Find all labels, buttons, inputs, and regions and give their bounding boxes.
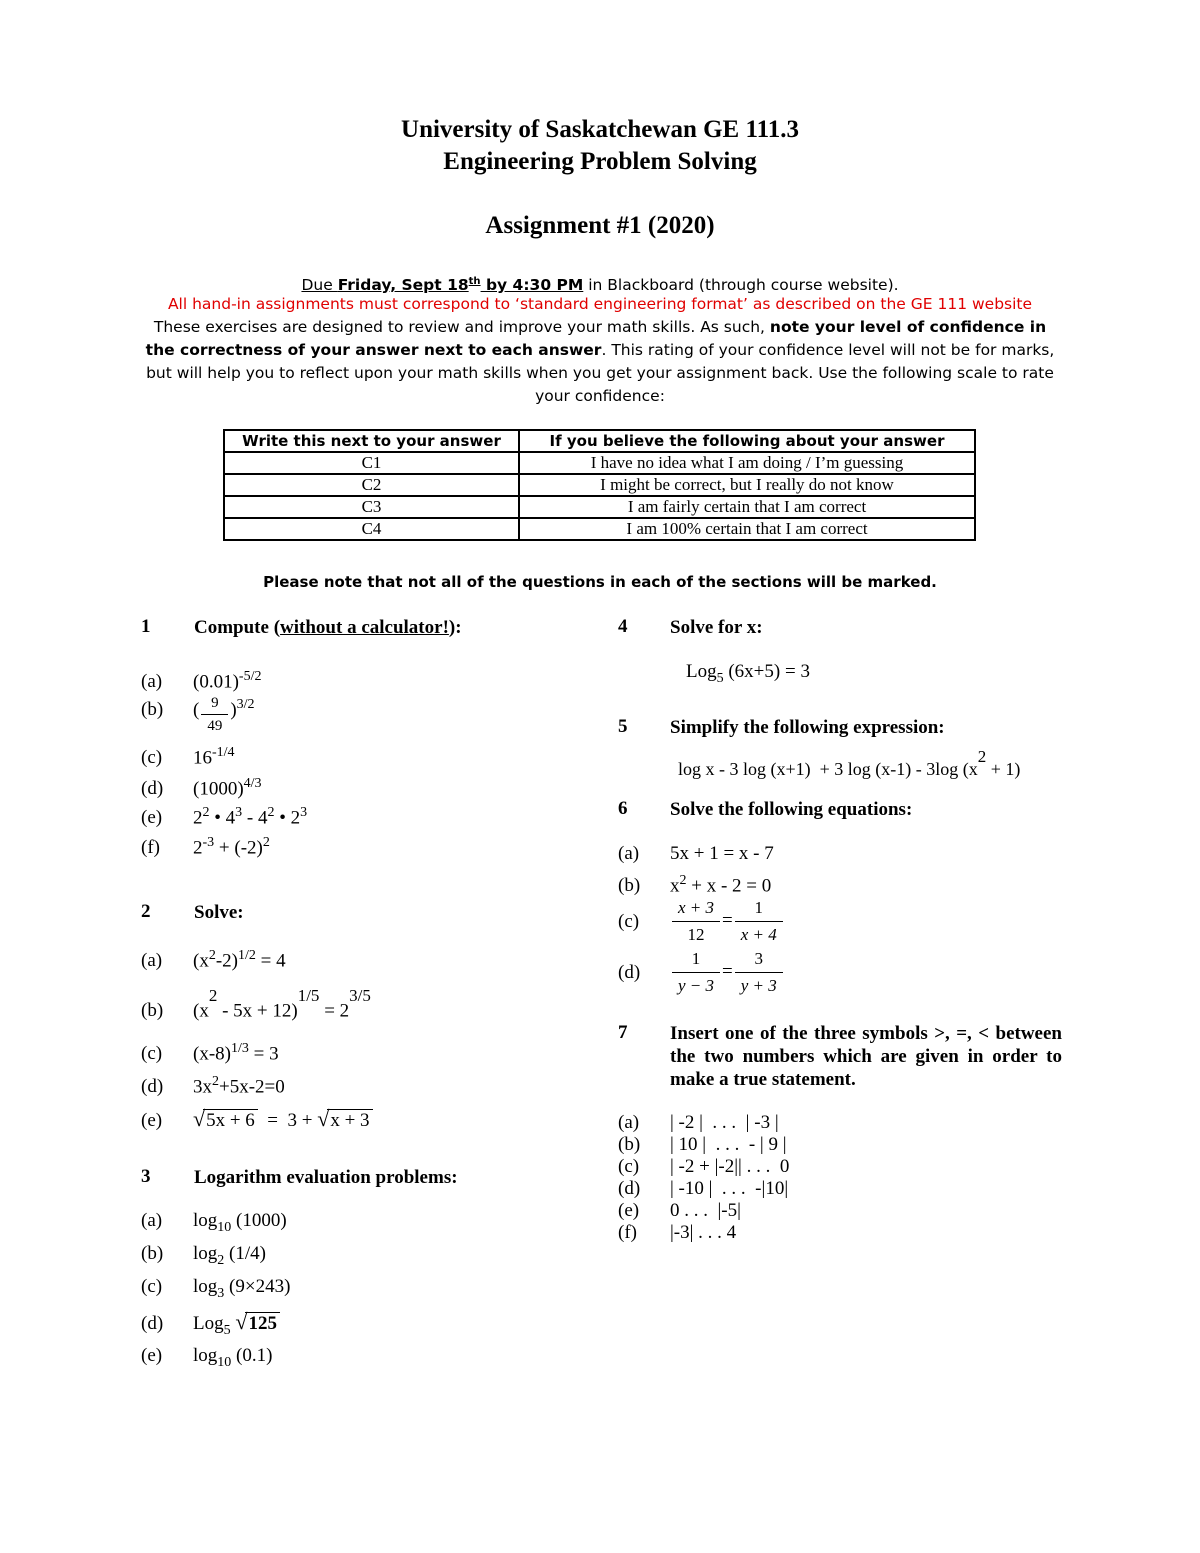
- expr: log: [193, 1345, 218, 1366]
- denominator: 12: [687, 925, 705, 944]
- expr: log x - 3 log (x+1) + 3 log (x-1) - 3log (x: [678, 759, 978, 779]
- expr: = 4: [255, 950, 286, 972]
- item-label: (b): [141, 1000, 164, 1022]
- expr: | -10 | . . . -|10|: [670, 1178, 789, 1199]
- table-cell: C4: [224, 518, 519, 540]
- exponent: 2: [679, 873, 687, 888]
- expr: |-3| . . . 4: [670, 1222, 737, 1243]
- problem-item: [141, 1108, 373, 1132]
- expr: log: [193, 1276, 218, 1297]
- exponent: 1/2: [237, 948, 256, 963]
- exponent: 4/3: [243, 776, 262, 791]
- numerator: 3: [735, 946, 783, 973]
- expr: = 3: [248, 1043, 279, 1065]
- problem-item: [618, 895, 785, 948]
- course-subtitle: Engineering Problem Solving: [443, 148, 757, 175]
- expr: Log: [193, 1313, 224, 1334]
- problem-item: [141, 742, 235, 769]
- item-label: (e): [141, 807, 163, 829]
- section-heading: Solve:: [194, 902, 244, 923]
- exponent: 2: [202, 805, 210, 820]
- expr: Log: [686, 661, 717, 682]
- exponent: 3: [300, 805, 308, 820]
- expr: log: [193, 1210, 218, 1231]
- table-row: [224, 474, 975, 496]
- item-label: (b): [141, 1243, 164, 1264]
- problem-item: [618, 843, 774, 865]
- intro-text: These exercises are designed to review and improve your math skills. As such,: [153, 318, 770, 336]
- section-heading: [194, 616, 462, 639]
- log-base: 5: [223, 1322, 231, 1338]
- expr: 16: [193, 747, 212, 769]
- table-cell: C1: [224, 452, 519, 474]
- denominator: x + 4: [740, 925, 777, 944]
- table-cell: C3: [224, 496, 519, 518]
- expr: = 3 +: [257, 1110, 318, 1131]
- exponent: 2: [208, 986, 218, 1005]
- problem-item: [141, 1276, 290, 1305]
- exponent: 2: [977, 747, 987, 766]
- table-row: [224, 452, 975, 474]
- due-by: by 4:30 PM: [480, 276, 584, 295]
- list-item: [618, 1200, 741, 1222]
- expr: 2: [193, 837, 203, 859]
- problem-item: [618, 870, 771, 897]
- confidence-table: [223, 429, 976, 541]
- table-cell: I am 100% certain that I am correct: [519, 518, 975, 540]
- item-label: (b): [141, 699, 164, 721]
- due-prefix: Due: [301, 276, 338, 295]
- expr: 2: [193, 807, 203, 829]
- table-cell: C2: [224, 474, 519, 496]
- section-heading: Solve the following equations:: [670, 799, 913, 820]
- item-label: (d): [618, 1178, 641, 1199]
- log-base: 2: [217, 1252, 225, 1268]
- heading-text: Compute (: [194, 617, 281, 638]
- problem-item: [686, 661, 810, 690]
- heading-text-end: ):: [448, 617, 462, 638]
- section-number: 4: [618, 616, 628, 637]
- section-number: 1: [141, 616, 151, 637]
- table-row: [224, 496, 975, 518]
- section-number: 7: [618, 1022, 628, 1043]
- denominator: y − 3: [678, 976, 715, 995]
- expr: • 2: [274, 807, 301, 829]
- problem-item: [141, 832, 270, 859]
- radicand: 125: [245, 1312, 280, 1335]
- problem-item: [141, 773, 262, 800]
- item-label: (f): [618, 1222, 637, 1243]
- assignment-title: Assignment #1 (2020): [485, 212, 715, 239]
- table-cell: I have no idea what I am doing / I’m guessing: [519, 452, 975, 474]
- item-label: (b): [618, 1134, 641, 1155]
- expr: (0.1): [231, 1345, 273, 1366]
- expr: + 1): [986, 759, 1021, 779]
- equals-sign: =: [722, 960, 733, 982]
- expr: (x-8): [193, 1043, 231, 1065]
- section-number: 3: [141, 1166, 151, 1187]
- log-base: 10: [217, 1354, 232, 1370]
- exponent: 2: [212, 1074, 219, 1089]
- expr: = 2: [319, 1000, 350, 1022]
- problem-item: [678, 747, 1021, 780]
- expr: (1000): [231, 1210, 287, 1231]
- item-label: (f): [141, 837, 160, 859]
- numerator: 1: [672, 946, 720, 973]
- problem-item: [141, 1345, 272, 1374]
- university-course-title: University of Saskatchewan GE 111.3: [401, 116, 799, 143]
- format-requirement: All hand-in assignments must correspond to ‘standard engineering format’ as described on the GE 111 website: [167, 295, 1033, 313]
- expr: | -2 + |-2|| . . . 0: [670, 1156, 790, 1177]
- table-cell: I might be correct, but I really do not know: [519, 474, 975, 496]
- table-header-row: [224, 430, 975, 452]
- table-row: [224, 518, 975, 540]
- expr: | -2 | . . . | -3 |: [670, 1112, 779, 1133]
- section-number: 6: [618, 798, 628, 819]
- expr: log: [193, 1243, 218, 1264]
- marking-note: Please note that not all of the questions in each of the sections will be marked.: [263, 573, 937, 591]
- problem-item: [141, 802, 307, 829]
- expr: (6x+5) = 3: [723, 661, 810, 682]
- intro-text-end: . This rating of your confidence level will not be for marks, but will help you to reflect upon your math skills when you get your assignment back. Use the following scale to rate your confidence:: [146, 341, 1055, 405]
- item-label: (e): [141, 1110, 163, 1131]
- problem-item: [141, 694, 255, 737]
- expr: + (-2): [214, 837, 263, 859]
- expr: - 4: [242, 807, 268, 829]
- exponent: -1/4: [212, 745, 235, 760]
- item-label: (a): [141, 1210, 163, 1231]
- item-label: (d): [141, 778, 164, 800]
- numerator: 1: [735, 895, 783, 922]
- expr: (: [193, 699, 200, 721]
- item-label: (a): [141, 950, 163, 972]
- item-label: (c): [141, 1276, 163, 1297]
- item-label: (c): [618, 1156, 640, 1177]
- section-number: 5: [618, 716, 628, 737]
- table-header: If you believe the following about your answer: [519, 430, 975, 452]
- expr: +5x-2=0: [219, 1076, 285, 1098]
- item-label: (c): [618, 910, 640, 932]
- problem-item: [141, 1038, 279, 1065]
- exponent: 2: [262, 835, 270, 850]
- problem-item: [141, 1311, 280, 1342]
- expr: + x - 2 = 0: [686, 875, 772, 897]
- numerator: 9: [201, 692, 228, 715]
- expr: (x: [193, 950, 209, 972]
- exponent: 2: [208, 948, 216, 963]
- item-label: (a): [141, 671, 163, 693]
- list-item: [618, 1222, 736, 1244]
- exponent: 3: [235, 805, 243, 820]
- item-label: (d): [618, 961, 641, 983]
- item-label: (b): [618, 875, 641, 897]
- exponent: 1/5: [297, 986, 320, 1005]
- exponent: 1/3: [230, 1041, 249, 1056]
- section-number: 2: [141, 901, 151, 922]
- exponent: 2: [267, 805, 275, 820]
- radicand: x + 3: [327, 1109, 372, 1132]
- section-heading: Solve for x:: [670, 617, 763, 638]
- expr: 3x: [193, 1076, 212, 1098]
- item-label: (c): [141, 747, 163, 769]
- item-label: (a): [618, 843, 640, 864]
- item-label: (e): [618, 1200, 640, 1221]
- item-label: (d): [141, 1313, 164, 1334]
- item-label: (a): [618, 1112, 640, 1133]
- radical-sign: √: [317, 1106, 330, 1131]
- due-suffix: in Blackboard (through course website).: [583, 276, 899, 295]
- list-item: [618, 1156, 789, 1178]
- problem-item: [141, 666, 261, 693]
- radical-sign: √: [193, 1106, 206, 1131]
- section-heading: Simplify the following expression:: [670, 717, 945, 738]
- expr: 0 . . . |-5|: [670, 1200, 741, 1221]
- list-item: [618, 1178, 788, 1200]
- item-label: (e): [141, 1345, 163, 1366]
- denominator: y + 3: [740, 976, 777, 995]
- expr: - 5x + 12): [217, 1000, 298, 1022]
- fraction: [672, 895, 720, 948]
- expr: (1000): [193, 778, 244, 800]
- problem-item: [141, 945, 286, 972]
- radical-sign: √: [235, 1309, 248, 1334]
- denominator: 49: [207, 718, 223, 734]
- log-base: 5: [716, 670, 724, 686]
- expr: x: [670, 875, 680, 897]
- expr: -2): [215, 950, 238, 972]
- numerator: x + 3: [672, 895, 720, 922]
- expr: (9×243): [224, 1276, 291, 1297]
- table-header: Write this next to your answer: [224, 430, 519, 452]
- list-item: [618, 1112, 779, 1134]
- log-base: 3: [217, 1285, 225, 1301]
- fraction: [672, 946, 720, 999]
- intro-paragraph: [140, 316, 1060, 408]
- problem-item: [618, 946, 785, 999]
- table-cell: I am fairly certain that I am correct: [519, 496, 975, 518]
- fraction: [735, 946, 783, 999]
- section-heading: Logarithm evaluation problems:: [194, 1167, 458, 1188]
- exponent: -5/2: [238, 669, 262, 684]
- problem-item: [141, 986, 371, 1022]
- radicand: 5x + 6: [203, 1109, 258, 1132]
- expr: 5x + 1 = x - 7: [670, 843, 774, 864]
- item-label: (c): [141, 1043, 163, 1065]
- expr: • 4: [209, 807, 236, 829]
- expr: (1/4): [224, 1243, 266, 1264]
- equals-sign: =: [722, 909, 733, 931]
- list-item: [618, 1134, 787, 1156]
- fraction: [735, 895, 783, 948]
- exponent: -3: [202, 835, 215, 850]
- log-base: 10: [217, 1219, 232, 1235]
- expr: (0.01): [193, 671, 239, 693]
- expr: ): [230, 699, 237, 721]
- heading-underlined: without a calculator!: [280, 617, 449, 638]
- item-label: (d): [141, 1076, 164, 1098]
- due-th: th: [468, 276, 481, 287]
- expr: (x: [193, 1000, 209, 1022]
- problem-item: [141, 1071, 285, 1098]
- exponent: 3/5: [349, 986, 371, 1005]
- fraction: [201, 692, 228, 737]
- due-day: Friday, Sept 18: [337, 276, 469, 295]
- problem-item: [141, 1210, 287, 1239]
- section-heading: Insert one of the three symbols >, =, < between the two numbers which are given in order to make a true statement.: [670, 1023, 1062, 1090]
- exponent: 3/2: [236, 697, 255, 712]
- problem-item: [141, 1243, 266, 1272]
- intro-bold-text: note your level of confidence in the correctness of your answer next to each answer: [145, 318, 1047, 359]
- expr: | 10 | . . . - | 9 |: [670, 1134, 787, 1155]
